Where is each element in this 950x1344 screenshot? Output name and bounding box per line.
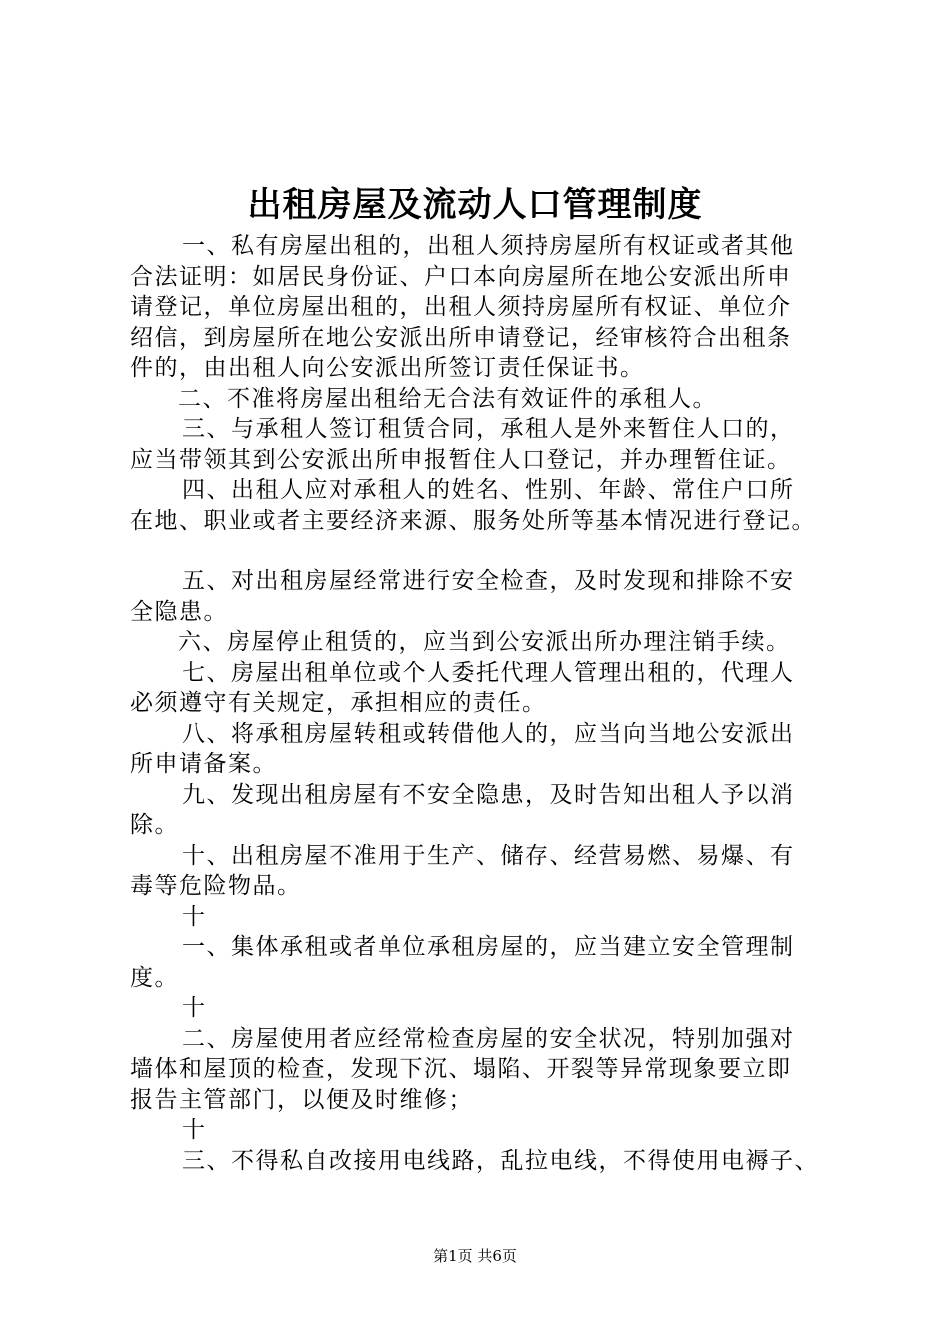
paragraph-line: 所申请备案。: [130, 751, 277, 777]
paragraph-line: 绍信，到房屋所在地公安派出所申请登记，经审核符合出租条: [130, 324, 792, 351]
document-title: 出租房屋及流动人口管理制度: [247, 185, 703, 225]
paragraph-line: 度。: [130, 964, 179, 991]
paragraph-line: 一、集体承租或者单位承租房屋的，应当建立安全管理制: [182, 934, 795, 960]
page-footer: 第1页 共6页: [433, 1247, 517, 1265]
paragraph-line: 十: [182, 1117, 207, 1143]
paragraph-line: 合法证明：如居民身份证、户口本向房屋所在地公安派出所申: [130, 263, 792, 290]
paragraph-line: 四、出租人应对承租人的姓名、性别、年龄、常住户口所: [182, 477, 795, 503]
paragraph-line: 六、房屋停止租赁的，应当到公安派出所办理注销手续。: [178, 629, 791, 655]
paragraph-line: 在地、职业或者主要经济来源、服务处所等基本情况进行登记。: [130, 507, 816, 534]
paragraph-line: 三、不得私自改接用电线路，乱拉电线，不得使用电褥子、: [182, 1147, 819, 1174]
paragraph-line: 十: [182, 903, 207, 930]
paragraph-line: 一、私有房屋出租的，出租人须持房屋所有权证或者其他: [182, 233, 795, 259]
paragraph-line: 三、与承租人签订租赁合同，承租人是外来暂住人口的，: [182, 416, 795, 442]
paragraph-line: 除。: [130, 812, 179, 838]
paragraph-line: 应当带领其到公安派出所申报暂住人口登记，并办理暂住证。: [130, 446, 792, 473]
paragraph-line: 件的，由出租人向公安派出所签订责任保证书。: [130, 355, 645, 381]
paragraph-line: 五、对出租房屋经常进行安全检查，及时发现和排除不安: [182, 568, 795, 594]
paragraph-line: 毒等危险物品。: [130, 873, 302, 899]
paragraph-line: 七、房屋出租单位或个人委托代理人管理出租的，代理人: [182, 659, 795, 686]
paragraph-line: 墙体和屋顶的检查，发现下沉、塌陷、开裂等异常现象要立即: [130, 1056, 792, 1082]
paragraph-line: 报告主管部门，以便及时维修；: [130, 1086, 473, 1113]
paragraph-line: 全隐患。: [130, 598, 228, 625]
paragraph-line: 九、发现出租房屋有不安全隐患，及时告知出租人予以消: [182, 781, 795, 808]
paragraph-line: 二、不准将房屋出租给无合法有效证件的承租人。: [178, 385, 717, 412]
paragraph-line: 二、房屋使用者应经常检查房屋的安全状况，特别加强对: [182, 1025, 795, 1052]
paragraph-line: 十: [182, 995, 207, 1021]
paragraph-line: 必须遵守有关规定，承担相应的责任。: [130, 690, 547, 716]
document-body: [130, 231, 836, 1176]
paragraph-line: 八、将承租房屋转租或转借他人的，应当向当地公安派出: [182, 720, 795, 747]
paragraph-line: 请登记，单位房屋出租的，出租人须持房屋所有权证、单位介: [130, 294, 792, 320]
paragraph-line: 十、出租房屋不准用于生产、储存、经营易燃、易爆、有: [182, 842, 795, 869]
blank-line: [130, 536, 836, 566]
